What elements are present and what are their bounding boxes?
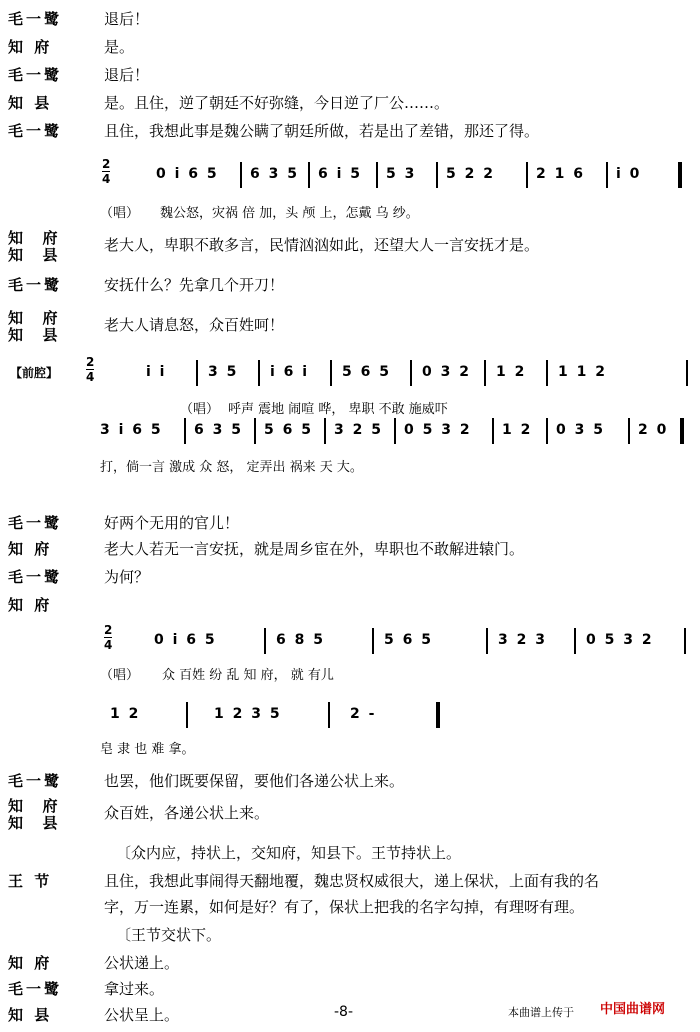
speaker-name: 毛一鹭 — [8, 122, 63, 140]
dialogue-line — [0, 229, 700, 264]
measure: 1 2 — [496, 364, 527, 380]
bar-line — [264, 628, 266, 654]
dialogue-text: 老大人请息怒，众百姓呵！ — [104, 316, 285, 334]
stage-direction: 〔王节交状下。 — [116, 926, 222, 944]
measure: 3 i 6 5 — [100, 422, 163, 438]
bar-line — [492, 418, 494, 444]
bar-line — [526, 162, 528, 188]
time-signature: 2 4 — [102, 157, 111, 186]
dialogue-text: 老大人若无一言安抚，就是周乡宦在外，卑职也不敢解进辕门。 — [104, 540, 525, 558]
sing-marker: （唱） — [180, 402, 220, 417]
measure: 1 1 2 — [558, 364, 607, 380]
measure: 1 2 3 5 — [214, 706, 282, 722]
end-bar-line — [678, 162, 682, 188]
measure: 1 2 — [502, 422, 533, 438]
speaker-name: 王 节 — [8, 872, 53, 890]
bar-line — [410, 360, 412, 386]
bar-line — [308, 162, 310, 188]
dialogue-text: 老大人，卑职不敢多言，民情汹汹如此，还望大人一言安抚才是。 — [104, 236, 540, 254]
dialogue-line — [0, 34, 700, 64]
speaker-name: 毛一鹭 — [8, 980, 63, 998]
speaker-name: 毛一鹭 — [8, 10, 63, 28]
bar-line — [196, 360, 198, 386]
dialogue-line — [0, 592, 700, 622]
measure: 2 1 6 — [536, 166, 585, 182]
bar-line — [628, 418, 630, 444]
bar-line — [686, 360, 688, 386]
tune-label: 【前腔】 — [10, 366, 59, 380]
lyric-line — [180, 398, 690, 420]
measure: 5 6 5 — [342, 364, 391, 380]
measure: 2 - — [350, 706, 377, 722]
speaker-name: 毛一鹭 — [8, 568, 63, 586]
dialogue-text: 是。且住，逆了朝廷不好弥缝，今日逆了厂公……。 — [104, 94, 450, 112]
measure: 0 3 5 — [556, 422, 605, 438]
notation-line — [10, 355, 692, 394]
measure: 0 i 6 5 — [156, 166, 219, 182]
measure: 0 5 3 2 — [586, 632, 654, 648]
speaker-name: 毛一鹭 — [8, 772, 63, 790]
bar-line — [240, 162, 242, 188]
measure: 5 3 — [386, 166, 417, 182]
dialogue-text: 也罢，他们既要保留，要他们各递公状上来。 — [104, 772, 405, 790]
measure: i i — [146, 364, 167, 380]
dialogue-text: 公状呈上。 — [104, 1006, 180, 1024]
dialogue-text: 且住，我想此事闹得天翻地覆，魏忠贤权威很大，递上保状，上面有我的名 — [104, 872, 600, 890]
bar-line — [484, 360, 486, 386]
measure: 0 3 2 — [422, 364, 471, 380]
lyric-line — [100, 456, 690, 478]
measure: 3 2 5 — [334, 422, 383, 438]
lyric-line — [100, 202, 690, 224]
dialogue-text: 众百姓，各递公状上来。 — [104, 804, 270, 822]
bar-line — [546, 418, 548, 444]
lyric-line — [100, 664, 690, 686]
dialogue-line — [0, 894, 700, 924]
dialogue-text: 字，万一连累，如何是好？有了，保状上把我的名字勾掉，有理呀有理。 — [104, 898, 585, 916]
bar-line — [372, 628, 374, 654]
measure: 3 2 3 — [498, 632, 547, 648]
end-bar-line — [680, 418, 684, 444]
bar-line — [684, 628, 686, 654]
speaker-name: 知 县 — [8, 94, 53, 112]
stage-direction: 〔众内应，持状上，交知府，知县下。王节持状上。 — [116, 844, 462, 862]
bar-line — [436, 162, 438, 188]
dialogue-text: 退后！ — [104, 10, 150, 28]
speaker-name: 知 府 — [8, 38, 53, 56]
dialogue-line — [0, 62, 700, 92]
measure: 0 i 6 5 — [154, 632, 217, 648]
end-bar-line — [436, 702, 440, 728]
speaker-name: 毛一鹭 — [8, 514, 63, 532]
measure: 6 8 5 — [276, 632, 325, 648]
measure: 0 5 3 2 — [404, 422, 472, 438]
bar-line — [330, 360, 332, 386]
dialogue-line — [0, 6, 700, 36]
dialogue-text: 且住，我想此事是魏公瞒了朝廷所做，若是出了差错，那还了得。 — [104, 122, 540, 140]
dialogue-line — [0, 90, 700, 120]
site-logo: 中国曲谱网 — [600, 1002, 666, 1017]
speaker-name: 知 府 知 县 — [8, 309, 61, 344]
bar-line — [486, 628, 488, 654]
dialogue-text: 退后！ — [104, 66, 150, 84]
dialogue-text: 为何？ — [104, 568, 150, 586]
measure: 2 0 — [638, 422, 669, 438]
lyrics: 打，倘一言 激成 众 怒， 定弄出 祸来 天 大。 — [100, 460, 363, 475]
dialogue-line — [0, 536, 700, 566]
bar-line — [546, 360, 548, 386]
bar-line — [574, 628, 576, 654]
page-number: -8- — [334, 1004, 354, 1020]
measure: 5 6 5 — [384, 632, 433, 648]
sing-marker: （唱） — [100, 668, 140, 683]
speaker-name: 知 县 — [8, 1006, 53, 1024]
measure: 3 5 — [208, 364, 239, 380]
measure: 6 3 5 — [194, 422, 243, 438]
time-signature: 2 4 — [104, 623, 113, 652]
measure: 5 6 5 — [264, 422, 313, 438]
bar-line — [328, 702, 330, 728]
bar-line — [254, 418, 256, 444]
dialogue-line — [0, 309, 700, 344]
lyrics: 呼声 震地 闹喧 哗， 卑职 不敢 施威吓 — [228, 402, 448, 417]
bar-line — [394, 418, 396, 444]
time-signature: 2 4 — [86, 355, 95, 384]
speaker-name: 毛一鹭 — [8, 276, 63, 294]
speaker-name: 知 府 — [8, 954, 53, 972]
bar-line — [184, 418, 186, 444]
bar-line — [324, 418, 326, 444]
bar-line — [606, 162, 608, 188]
dialogue-text: 好两个无用的官儿！ — [104, 514, 240, 532]
bar-line — [376, 162, 378, 188]
dialogue-text: 是。 — [104, 38, 135, 56]
lyrics: 魏公怒，灾祸 倍 加，头 颅 上，怎戴 乌 纱。 — [160, 206, 419, 221]
lyric-line — [100, 738, 690, 760]
dialogue-text: 公状递上。 — [104, 954, 180, 972]
speaker-name: 知 府 知 县 — [8, 797, 61, 832]
dialogue-line — [0, 797, 700, 832]
notation-line — [90, 157, 690, 196]
upload-note: 本曲谱上传于 — [508, 1006, 574, 1019]
measure: 6 3 5 — [250, 166, 299, 182]
speaker-name: 毛一鹭 — [8, 66, 63, 84]
dialogue-text: 拿过来。 — [104, 980, 165, 998]
dialogue-text: 安抚什么？先拿几个开刀！ — [104, 276, 285, 294]
measure: 5 2 2 — [446, 166, 495, 182]
speaker-name: 知 府 知 县 — [8, 229, 61, 264]
measure: i 6 i — [270, 364, 310, 380]
bar-line — [186, 702, 188, 728]
dialogue-line — [0, 768, 700, 798]
bar-line — [258, 360, 260, 386]
sing-marker: （唱） — [100, 206, 140, 221]
dialogue-line — [0, 564, 700, 594]
dialogue-line — [0, 118, 700, 148]
lyrics: 众 百姓 纷 乱 知 府， 就 有儿 — [162, 668, 334, 683]
measure: 1 2 — [110, 706, 141, 722]
speaker-name: 知 府 — [8, 596, 53, 614]
speaker-name: 知 府 — [8, 540, 53, 558]
measure: i 0 — [616, 166, 642, 182]
dialogue-line — [0, 272, 700, 302]
notation-line — [90, 623, 690, 662]
measure: 6 i 5 — [318, 166, 363, 182]
notation-line — [110, 702, 450, 736]
lyrics: 皂 隶 也 难 拿。 — [100, 742, 195, 757]
notation-line — [100, 418, 700, 452]
